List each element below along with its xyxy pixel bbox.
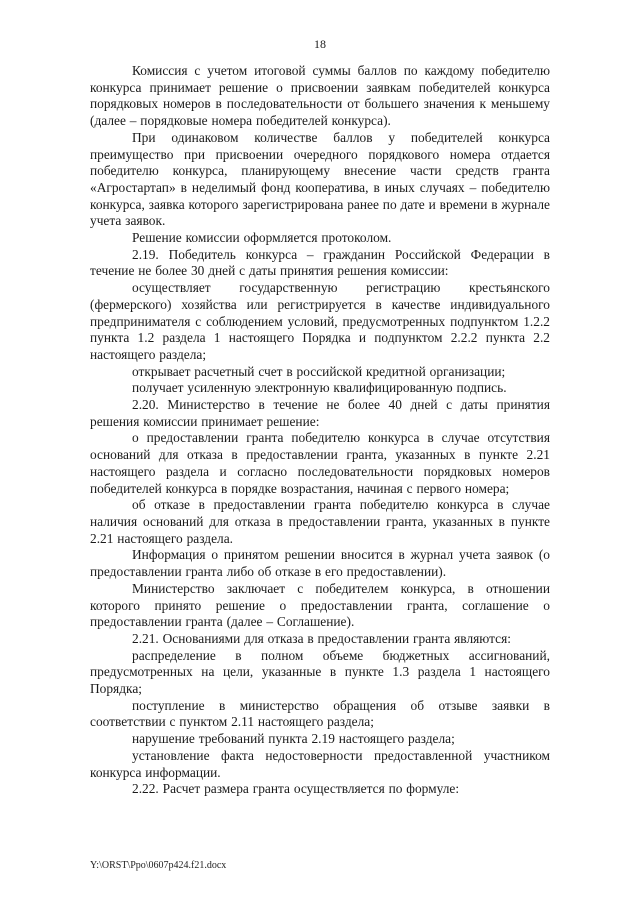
paragraph: 2.21. Основаниями для отказа в предоставлении гранта являются: [132, 630, 511, 646]
file-path-footer: Y:\ORST\Ppo\0607p424.f21.docx [90, 860, 227, 871]
paragraph: 2.19. Победитель конкурса – гражданин Российской Федерации в течение не более 30 дней с даты принятия решения комиссии: [90, 246, 550, 279]
paragraph: Комиссия с учетом итоговой суммы баллов по каждому победителю конкурса принимает решение о присвоении заявкам победителей конкурса порядковых номеров в последовательности от большего значения к меньшему (далее – порядковые номера победителей конкурса). [90, 63, 550, 129]
paragraph: осуществляет государственную регистрацию крестьянского (фермерского) хозяйства или регистрируется в качестве индивидуального предпринимателя с соблюдением условий, предусмотренных подпунктом 1.2.2 пункта 1.2 раздела 1 настоящего Порядка и подпунктом 2.2.2 пункта 2.2 настоящего раздела; [90, 280, 550, 362]
paragraph: установление факта недостоверности предоставленной участником конкурса информации. [90, 747, 550, 780]
paragraph: нарушение требований пункта 2.19 настоящего раздела; [132, 731, 455, 747]
paragraph: При одинаковом количестве баллов у победителей конкурса преимущество при присвоении очередного порядкового номера отдается победителю конкурса, планирующему внесение части средств гранта «Агростартап» в неделимый фонд кооператива, в иных случаях – победителю конкурса, заявка которого зарегистрирована ранее по дате и времени в журнале учета заявок. [90, 129, 550, 229]
document-body [90, 63, 550, 798]
paragraph: Информация о принятом решении вносится в журнал учета заявок (о предоставлении гранта либо об отказе в его предоставлении). [90, 547, 550, 580]
paragraph: об отказе в предоставлении гранта победителю конкурса в случае наличия оснований для отказа в предоставлении гранта, указанных в пункте 2.21 настоящего раздела. [90, 497, 550, 546]
paragraph: Решение комиссии оформляется протоколом. [132, 230, 392, 246]
paragraph: распределение в полном объеме бюджетных ассигнований, предусмотренных на цели, указанные в пункте 1.3 раздела 1 настоящего Порядка; [90, 647, 550, 697]
page-number: 18 [314, 37, 326, 51]
paragraph: 2.22. Расчет размера гранта осуществляется по формуле: [132, 781, 460, 797]
paragraph: получает усиленную электронную квалифицированную подпись. [132, 380, 507, 396]
paragraph: о предоставлении гранта победителю конкурса в случае отсутствия оснований для отказа в предоставлении гранта, указанных в пункте 2.21 настоящего раздела и согласно последовательности порядковых номеров победителей конкурса в порядке возрастания, начиная с первого номера; [90, 430, 550, 496]
paragraph: 2.20. Министерство в течение не более 40 дней с даты принятия решения комиссии принимает решение: [90, 397, 550, 429]
paragraph: открывает расчетный счет в российской кредитной организации; [132, 363, 506, 379]
paragraph: Министерство заключает с победителем конкурса, в отношении которого принято решение о предоставлении гранта, соглашение о предоставлении гранта (далее – Соглашение). [90, 580, 550, 630]
paragraph: поступление в министерство обращения об отзыве заявки в соответствии с пунктом 2.11 настоящего раздела; [90, 697, 550, 730]
